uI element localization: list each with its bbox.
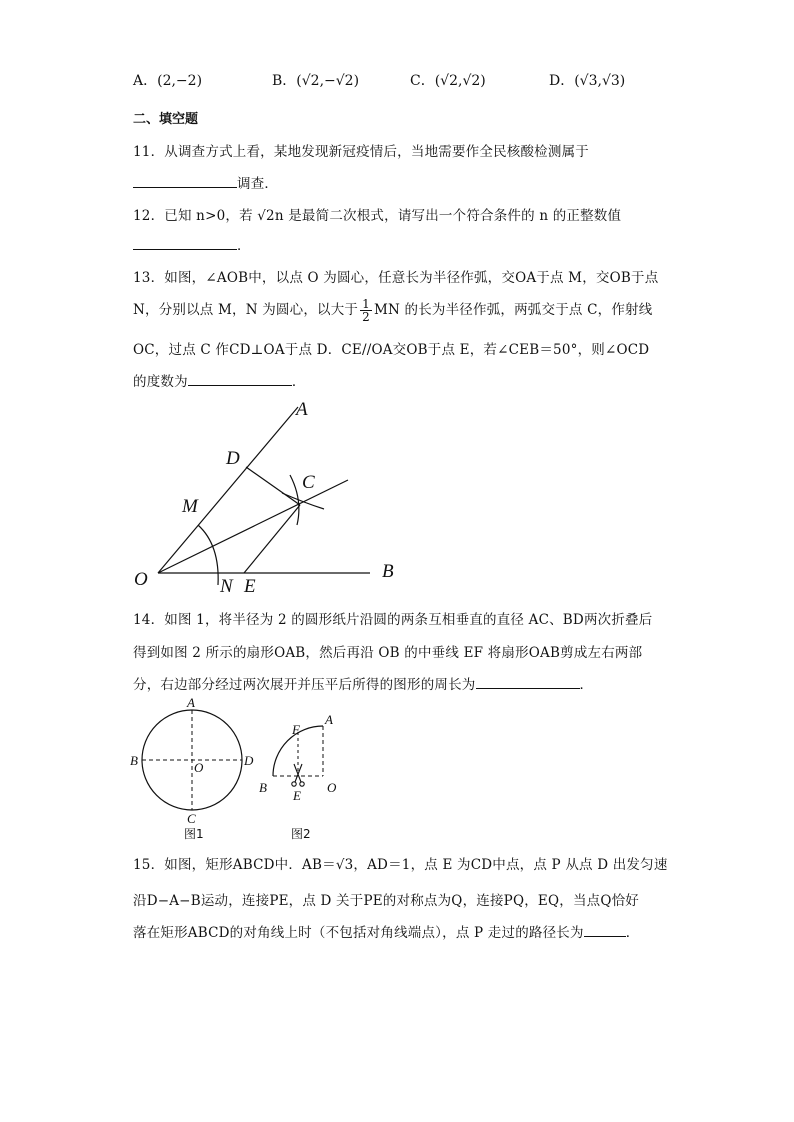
option-b: B．(√2,−√2) — [272, 73, 360, 89]
q15-line2: 沿D−A−B运动，连接PE，点 D 关于PE的对称点为Q，连接PQ，EQ，当点Q恰好 — [133, 893, 640, 909]
fig1-label-o: O — [194, 760, 204, 775]
q13-line1: 13．如图，∠AOB中，以点 O 为圆心，任意长为半径作弧，交OA于点 M，交OB于点 — [133, 270, 659, 286]
q14-answer-blank[interactable] — [476, 674, 580, 689]
q14-line3-prefix: 分，右边部分经过两次展开并压平后所得的图形的周长为 — [133, 677, 476, 693]
q14-figure-1 — [126, 692, 266, 842]
label-n: N — [220, 576, 233, 595]
label-d: D — [226, 448, 240, 469]
q11-line1: 11．从调查方式上看，某地发现新冠疫情后，当地需要作全民核酸检测属于 — [133, 144, 589, 160]
q13-line4 — [133, 370, 306, 390]
q12-line2 — [133, 234, 251, 254]
label-o: O — [134, 569, 148, 590]
q14-line1: 14．如图 1，将半径为 2 的圆形纸片沿圆的两条互相垂直的直径 AC、BD两次折叠后 — [133, 612, 653, 628]
q12-line1: 12．已知 n>0，若 √2n 是最简二次根式，请写出一个符合条件的 n 的正整数值 — [133, 208, 622, 224]
q13-line4-prefix: 的度数为 — [133, 374, 188, 390]
arc-mn — [198, 525, 218, 585]
fig1-label-b: B — [130, 753, 138, 768]
q13-line2-pre: N，分别以点 M，N 为圆心，以大于 — [133, 302, 359, 318]
ray-oa — [158, 407, 298, 573]
q11-answer-blank[interactable] — [133, 173, 237, 188]
ray-oc — [158, 480, 348, 573]
segment-ce — [244, 505, 300, 573]
q14-line2: 得到如图 2 所示的扇形OAB，然后再沿 OB 的中垂线 EF 将扇形OAB剪成左右两部 — [133, 645, 643, 661]
q15-answer-blank[interactable] — [584, 922, 626, 937]
q13-line2 — [133, 298, 652, 323]
q13-figure — [120, 395, 420, 595]
fig2-label-e: E — [293, 788, 301, 803]
fig2-label-f: F — [292, 722, 300, 737]
q13-frac-num: 1 — [362, 297, 370, 311]
fig1-label-d: D — [244, 753, 254, 768]
option-a: A．(2,−2) — [133, 73, 203, 89]
q15-line3-prefix: 落在矩形ABCD的对角线上时（不包括对角线端点），点 P 走过的路径长为 — [133, 925, 584, 941]
q12-answer-blank[interactable] — [133, 235, 237, 250]
scissors-icon — [292, 764, 304, 786]
q13-frac-den: 2 — [362, 310, 370, 324]
q11-line2-suffix: 调查． — [237, 176, 279, 192]
fig1-label-a: A — [187, 695, 195, 710]
q13-line2-post: MN 的长为半径作弧，两弧交于点 C，作射线 — [373, 302, 653, 318]
fig2-label-a: A — [325, 712, 333, 727]
q13-answer-blank[interactable] — [188, 371, 292, 386]
q15-line3-suffix: ． — [625, 925, 640, 941]
label-e: E — [244, 576, 256, 595]
label-a: A — [296, 399, 308, 420]
fig2-label-b: B — [259, 780, 267, 795]
fig2-label-o: O — [327, 780, 337, 795]
section-title: 二、填空题 — [133, 112, 199, 127]
q15-line1: 15．如图，矩形ABCD中．AB＝√3，AD＝1，点 E 为CD中点，点 P 从点 D 出发匀速 — [133, 857, 668, 873]
q14-line3 — [133, 673, 593, 693]
fig1-label-c: C — [187, 811, 196, 826]
q13-line4-suffix: ． — [291, 374, 306, 390]
q15-line3 — [133, 921, 639, 941]
option-c: C．(√2,√2) — [410, 73, 486, 89]
label-b: B — [382, 561, 394, 582]
q12-line2-suffix: ． — [237, 238, 251, 254]
segment-cd — [246, 467, 300, 505]
q11-line2 — [133, 172, 278, 192]
label-m: M — [182, 496, 198, 517]
fig2-caption: 图2 — [291, 827, 311, 841]
fig1-caption: 图1 — [184, 827, 204, 841]
option-d: D．(√3,√3) — [549, 73, 626, 89]
label-c: C — [302, 472, 315, 493]
q13-fraction — [360, 298, 372, 323]
q14-figure-2 — [255, 708, 355, 843]
q13-line3: OC，过点 C 作CD⊥OA于点 D．CE//OA交OB于点 E，若∠CEB＝50°，则∠OCD — [133, 342, 650, 358]
q14-line3-suffix: ． — [579, 677, 594, 693]
